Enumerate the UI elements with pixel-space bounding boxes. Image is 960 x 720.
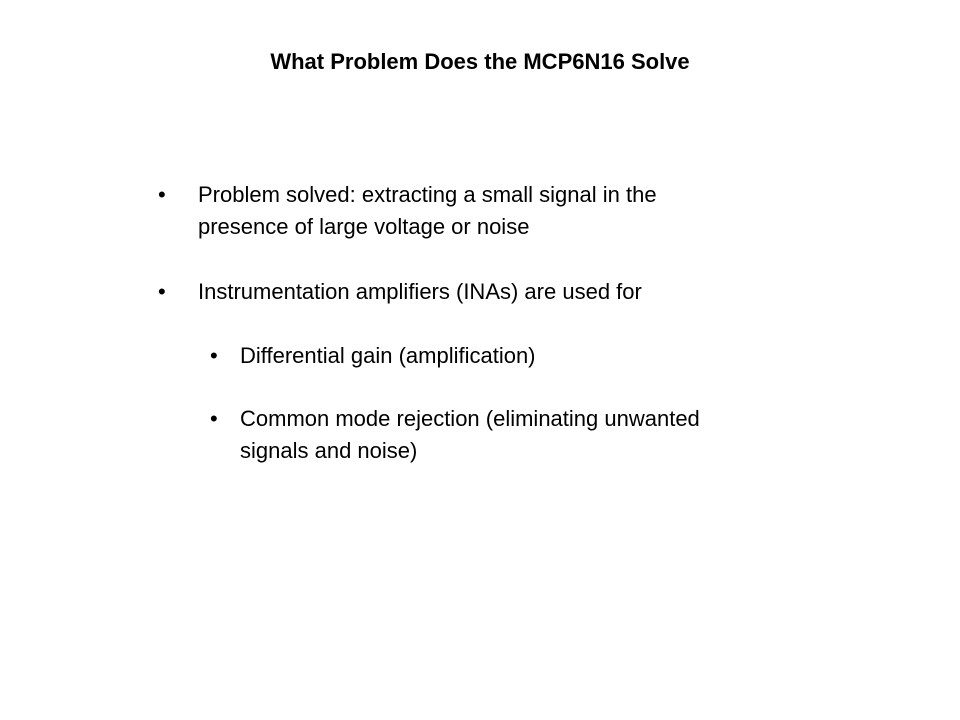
bullet-marker: •	[158, 182, 166, 207]
bullet-item-ina-usage	[158, 276, 798, 308]
bullet-text-line: Instrumentation amplifiers (INAs) are used for	[198, 279, 642, 304]
bullet-text-line: Differential gain (amplification)	[240, 343, 536, 368]
bullet-marker: •	[210, 406, 218, 431]
bullet-item-problem-solved	[158, 179, 798, 243]
slide-title: What Problem Does the MCP6N16 Solve	[270, 49, 690, 74]
bullet-text-line: Common mode rejection (eliminating unwanted	[240, 406, 700, 431]
sub-bullet-item-common-mode-rejection	[210, 403, 810, 467]
bullet-marker: •	[210, 343, 218, 368]
bullet-text-line: presence of large voltage or noise	[198, 214, 530, 239]
bullet-text-line: signals and noise)	[240, 438, 418, 463]
sub-bullet-item-differential-gain	[210, 340, 810, 372]
bullet-marker: •	[158, 279, 166, 304]
bullet-text-line: Problem solved: extracting a small signal in the	[198, 182, 657, 207]
